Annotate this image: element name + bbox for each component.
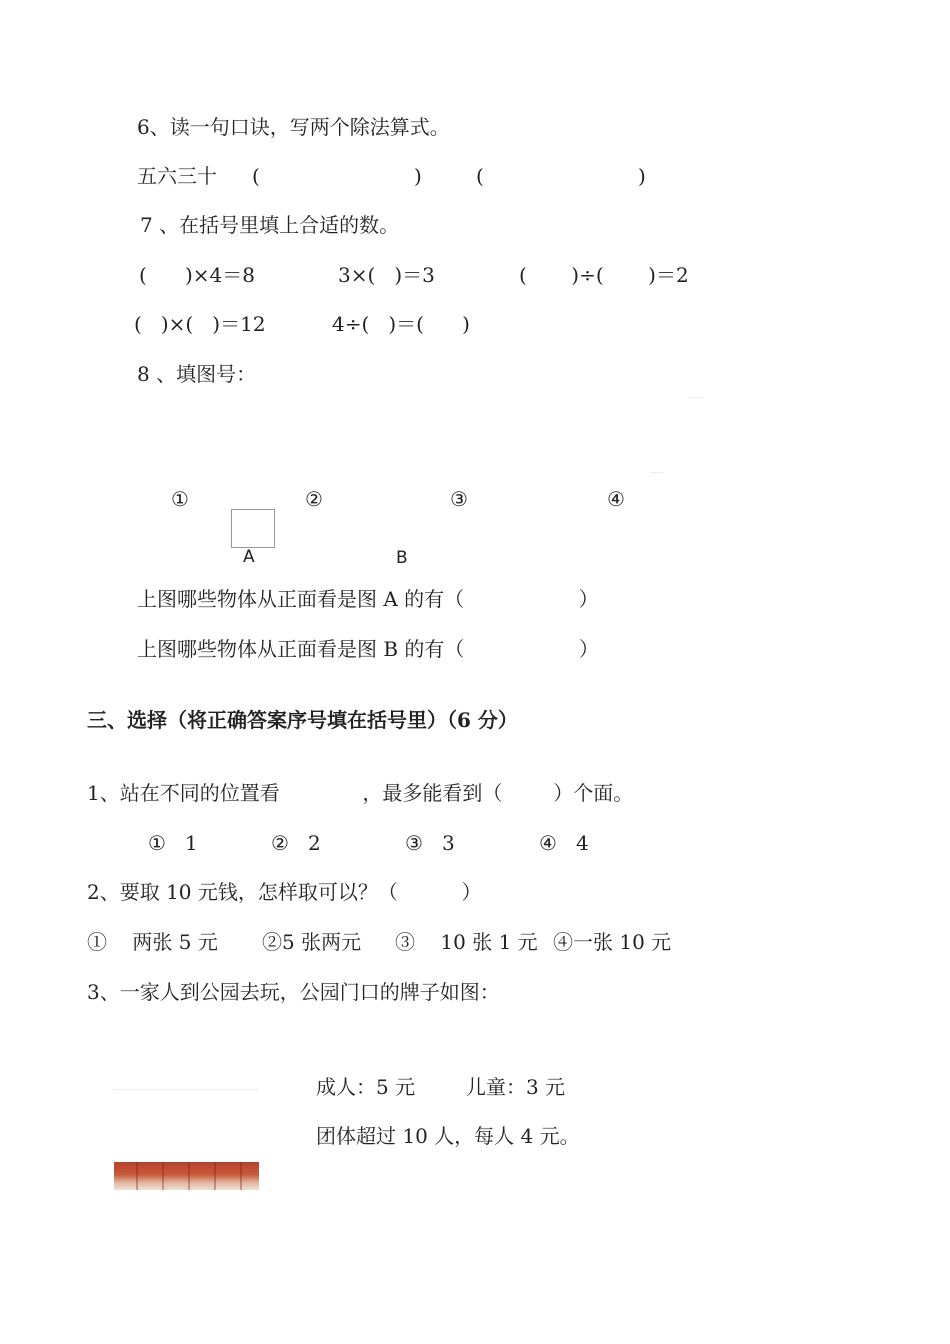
- faint-mark: [688, 397, 704, 398]
- c1-option-2: ② 2: [271, 831, 321, 855]
- q7-blank-2: 3×( )＝3: [338, 263, 435, 287]
- q6-paren-close-1: ): [414, 164, 422, 188]
- q8-marker-2: ②: [305, 487, 323, 511]
- figure-b-label: B: [396, 548, 408, 568]
- sign-line-1: 成人：5 元 儿童：3 元: [316, 1075, 566, 1099]
- c2-option-4: ④一张 10 元: [553, 930, 672, 954]
- q8-answer-a: 上图哪些物体从正面看是图 A 的有（ ）: [137, 587, 599, 611]
- c1-option-1: ① 1: [148, 831, 198, 855]
- q7-blank-1: ( )×4＝8: [139, 263, 255, 287]
- q8-marker-3: ③: [450, 487, 468, 511]
- c1-option-3: ③ 3: [405, 831, 455, 855]
- q7-blank-4: ( )×( )＝12: [134, 312, 266, 336]
- q7-blank-3: ( )÷( )＝2: [519, 263, 689, 287]
- figure-a-square: [231, 509, 275, 548]
- c1-option-4: ④ 4: [539, 831, 589, 855]
- c2-option-3: ③ 10 张 1 元: [395, 930, 538, 954]
- c3-question: 3、一家人到公园去玩，公园门口的牌子如图：: [87, 980, 500, 1004]
- q6-paren-open-1: (: [252, 164, 260, 188]
- section-heading: 三、选择（将正确答案序号填在括号里）（6 分）: [87, 708, 518, 732]
- q6-title: 6、读一句口诀，写两个除法算式。: [137, 115, 450, 139]
- q8-answer-b: 上图哪些物体从正面看是图 B 的有（ ）: [137, 637, 599, 661]
- c2-option-1: ① 两张 5 元: [87, 930, 218, 954]
- c2-question: 2、要取 10 元钱，怎样取可以？（ ）: [87, 880, 482, 904]
- faint-mark: [650, 472, 664, 473]
- sign-line-2: 团体超过 10 人，每人 4 元。: [316, 1124, 580, 1148]
- q8-marker-4: ④: [607, 487, 625, 511]
- figure-a-label: A: [243, 547, 255, 567]
- q8-title: 8 、填图号：: [137, 362, 257, 386]
- q7-title: 7 、在括号里填上合适的数。: [140, 213, 400, 237]
- q8-marker-1: ①: [171, 487, 189, 511]
- faint-rule: [113, 1089, 259, 1090]
- c1-question: 1、站在不同的位置看 ，最多能看到（ ）个面。: [87, 781, 634, 805]
- q6-paren-open-2: (: [476, 164, 484, 188]
- c2-option-2: ②5 张两元: [262, 930, 362, 954]
- park-sign-photo: [114, 1162, 259, 1190]
- q6-chant: 五六三十: [137, 164, 217, 188]
- q7-blank-5: 4÷( )＝( ): [332, 312, 470, 336]
- q6-paren-close-2: ): [638, 164, 646, 188]
